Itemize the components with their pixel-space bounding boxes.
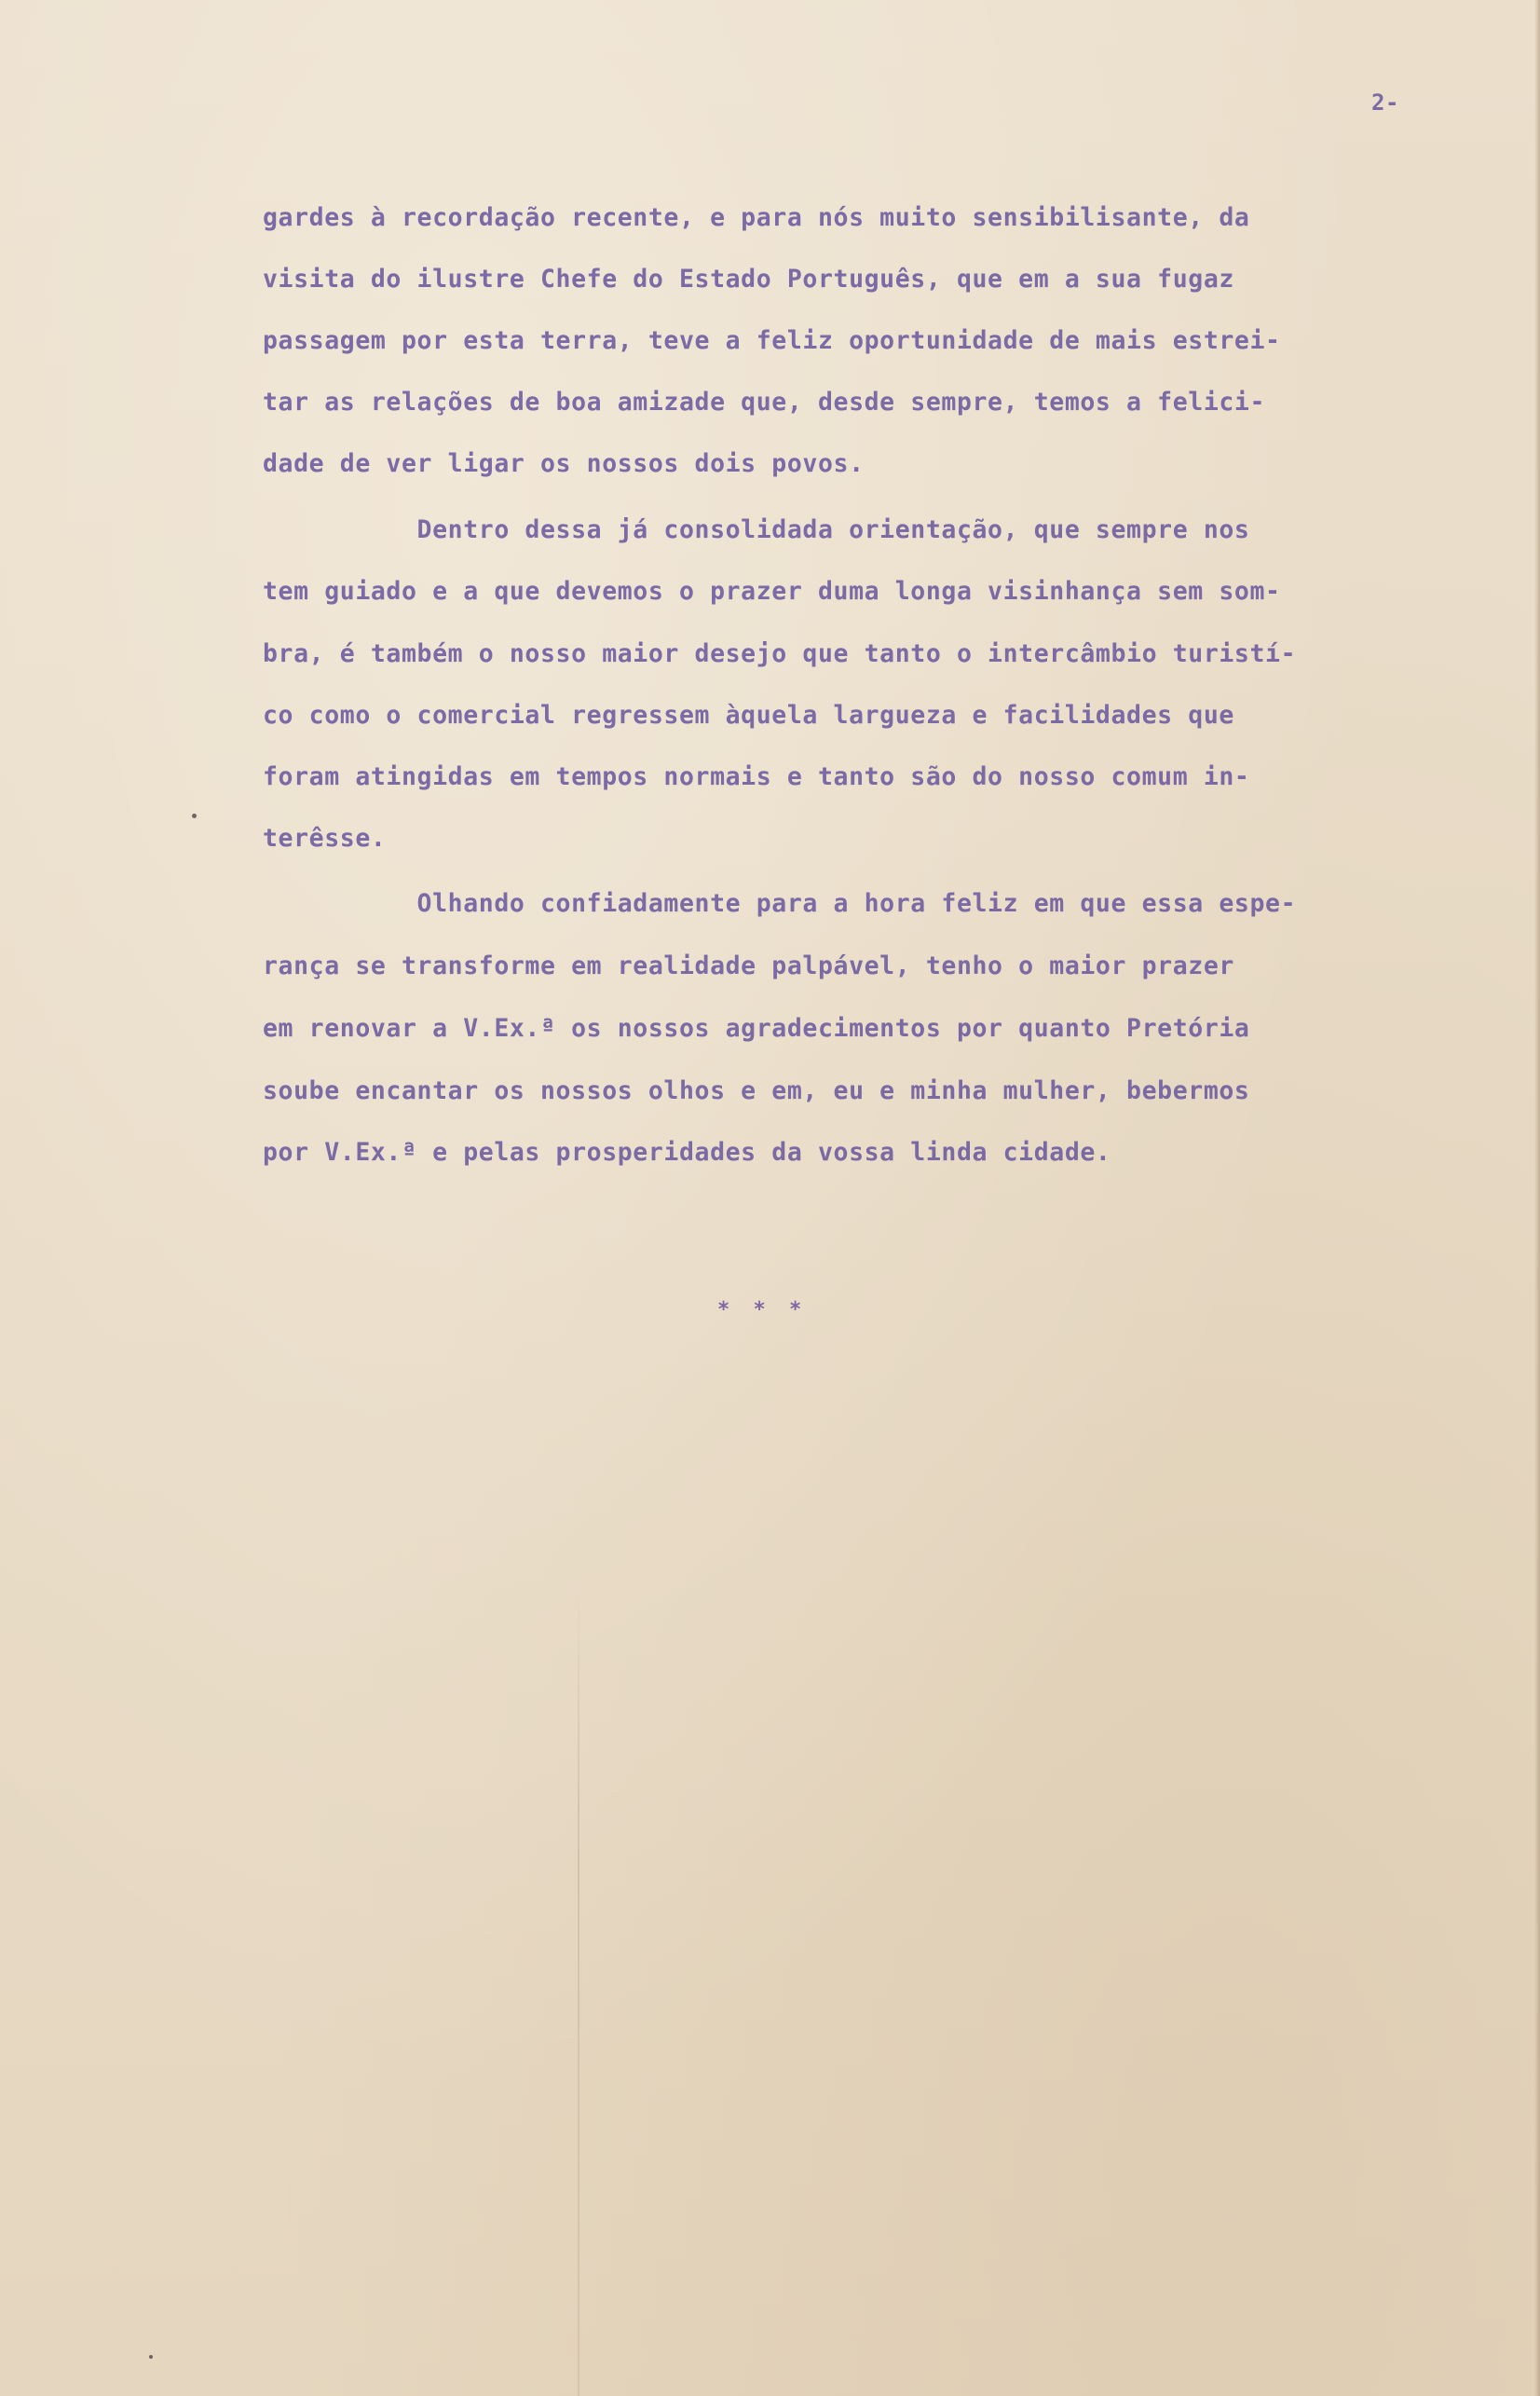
body-line: passagem por esta terra, teve a feliz oportunidade de mais estrei-	[263, 326, 1281, 355]
body-line: visita do ilustre Chefe do Estado Português, que em a sua fugaz	[263, 265, 1234, 294]
section-ornament: * * *	[717, 1298, 808, 1321]
body-line: Olhando confiadamente para a hora feliz em que essa espe-	[263, 889, 1297, 918]
paper-edge	[1534, 0, 1540, 2396]
body-line: rança se transforme em realidade palpável, tenho o maior prazer	[263, 952, 1234, 980]
body-line: terêsse.	[263, 824, 387, 853]
body-line: por V.Ex.ª e pelas prosperidades da vossa linda cidade.	[263, 1138, 1111, 1167]
paper-fold	[578, 1584, 579, 2396]
body-line: foram atingidas em tempos normais e tanto são do nosso comum in-	[263, 762, 1250, 791]
ink-speck	[192, 814, 197, 818]
body-line: tem guiado e a que devemos o prazer duma longa visinhança sem som-	[263, 577, 1281, 606]
body-line: gardes à recordação recente, e para nós muito sensibilisante, da	[263, 203, 1250, 232]
body-line: soube encantar os nossos olhos e em, eu e minha mulher, bebermos	[263, 1076, 1250, 1105]
body-line: em renovar a V.Ex.ª os nossos agradecimentos por quanto Pretória	[263, 1014, 1250, 1043]
body-line: Dentro dessa já consolidada orientação, que sempre nos	[263, 515, 1250, 544]
ink-speck	[149, 2355, 153, 2359]
body-line: tar as relações de boa amizade que, desde sempre, temos a felici-	[263, 388, 1266, 417]
body-line: co como o comercial regressem àquela largueza e facilidades que	[263, 701, 1234, 730]
page-number: 2-	[1371, 89, 1400, 116]
body-line: dade de ver ligar os nossos dois povos.	[263, 449, 865, 478]
body-line: bra, é também o nosso maior desejo que tanto o intercâmbio turistí-	[263, 639, 1297, 668]
